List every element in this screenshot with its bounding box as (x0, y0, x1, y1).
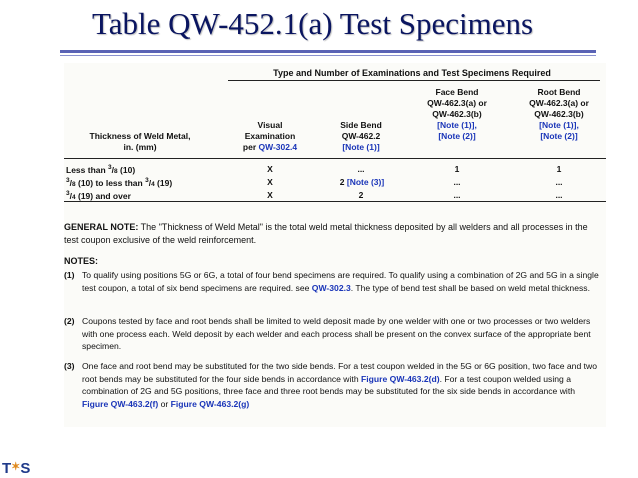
note-number: (3) (64, 361, 75, 371)
logo-letter: T (2, 460, 12, 477)
note-text: . The type of bend test shall be based on weld metal thickness. (350, 282, 590, 293)
thickness-text: (19) (154, 177, 173, 188)
col-header-visual-line2: Examination (244, 131, 296, 141)
note-text: . For a test coupon welded using a combination of 2G and 5G positions, three face and three root bends may be substituted for the six side bends in accordance with (82, 373, 575, 396)
link-note-2[interactable]: [Note (2)] (438, 131, 476, 141)
link-note-1[interactable]: [Note (1)] (342, 142, 380, 152)
col-header-visual-line1: Visual (257, 120, 283, 130)
link-figure-qw-463-2f[interactable]: Figure QW-463.2(f) (82, 398, 159, 409)
side-bend-value: 2 (339, 177, 347, 187)
side-bend-value: ... (357, 164, 365, 174)
divider (64, 158, 606, 159)
face-bend-cell: ... (453, 177, 461, 187)
title-divider (60, 50, 596, 53)
root-bend-cell: 1 (556, 164, 562, 174)
title-divider-thin (60, 55, 596, 56)
link-figure-qw-463-2g[interactable]: Figure QW-463.2(g) (170, 398, 250, 409)
col-header-face-line1: Face Bend (435, 87, 479, 97)
col-header-side-line2: QW-462.2 (341, 131, 381, 141)
note-text: or (158, 398, 171, 409)
col-header-thickness (70, 131, 210, 153)
fraction-denominator: 8 (114, 167, 118, 175)
col-header-root-line1: Root Bend (537, 87, 581, 97)
logo-letter: S (20, 460, 31, 477)
side-bend-cell (326, 190, 396, 200)
general-note-text: The "Thickness of Weld Metal" is the total weld metal thickness deposited by all welders and all processes in the test coupon exclusive of the weld reinforcement. (64, 222, 588, 245)
document-scan (64, 63, 606, 427)
side-bend-value: 2 (358, 190, 364, 200)
general-note (64, 221, 604, 247)
company-logo (2, 460, 30, 477)
visual-cell: X (267, 164, 273, 174)
link-note-1[interactable]: [Note (1)], (437, 120, 477, 130)
fraction-numerator: 3 (66, 177, 70, 184)
divider (64, 201, 606, 202)
col-header-visual (230, 120, 310, 153)
fraction-denominator: 4 (151, 180, 155, 188)
col-header-root-line3: QW-462.3(b) (534, 109, 584, 119)
link-note-1[interactable]: [Note (1)], (539, 120, 579, 130)
col-header-root-bend (514, 87, 604, 142)
note-2 (64, 315, 602, 353)
side-bend-cell (326, 164, 396, 174)
note-number: (1) (64, 270, 75, 280)
general-note-label: GENERAL NOTE: (64, 222, 139, 232)
thickness-text: (10) to less than (75, 177, 146, 188)
slide-title: Table QW-452.1(a) Test Specimens (92, 6, 534, 41)
face-bend-cell: ... (453, 190, 461, 200)
note-1 (64, 269, 602, 294)
fraction-numerator: 3 (108, 164, 112, 171)
col-header-face-line3: QW-462.3(b) (432, 109, 482, 119)
divider (228, 80, 600, 81)
face-bend-cell: 1 (454, 164, 460, 174)
thickness-text: (19) and over (75, 190, 131, 201)
fraction-denominator: 8 (72, 180, 76, 188)
table-row (64, 177, 606, 189)
link-note-3[interactable]: [Note (3)] (346, 177, 385, 187)
col-header-thickness-line1: Thickness of Weld Metal, (89, 131, 191, 141)
thickness-cell: $^3$/8 (10) to less than $^3$/4 (19) (66, 177, 173, 188)
side-bend-cell (322, 177, 402, 187)
note-text: Coupons tested by face and root bends shall be limited to weld deposit made by one welder with one or two processes or two welders with one process each. Weld deposit by each welder and each process shall be present on the convex surface of the appropriate bent specimen. (82, 316, 591, 351)
thickness-cell: $^3$/4 (19) and over (66, 190, 131, 201)
thickness-text: Less than (66, 164, 109, 175)
col-header-face-bend (412, 87, 502, 142)
col-header-visual-line3: per (242, 142, 259, 152)
fraction-numerator: 3 (145, 177, 149, 184)
note-number: (2) (64, 316, 75, 326)
thickness-cell: Less than $^3$/8 (10) (66, 164, 136, 175)
note-3 (64, 360, 602, 410)
fraction-numerator: 3 (66, 190, 70, 197)
logo-star-icon: ✶ (11, 461, 21, 473)
link-note-2[interactable]: [Note (2)] (540, 131, 578, 141)
fraction-denominator: 4 (72, 193, 76, 201)
thickness-text: (10) (117, 164, 136, 175)
col-header-root-line2: QW-462.3(a) or (529, 98, 589, 108)
col-header-face-line2: QW-462.3(a) or (427, 98, 487, 108)
root-bend-cell: ... (555, 190, 563, 200)
visual-cell: X (267, 190, 273, 200)
notes-heading: NOTES: (64, 256, 99, 266)
link-qw-302-3[interactable]: QW-302.3 (311, 282, 351, 293)
visual-cell: X (267, 177, 273, 187)
col-header-side-line1: Side Bend (340, 120, 382, 130)
link-qw-302-4[interactable]: QW-302.4 (258, 142, 298, 152)
table-group-header: Type and Number of Examinations and Test Specimens Required (273, 68, 551, 78)
note-text: To qualify using positions 5G or 6G, a total of four bend specimens are required. To qualify using a combination of 2G and 5G in a single test coupon, a total of six bend specimens are required. see (82, 270, 599, 293)
note-text: One face and root bend may be substituted for the two side bends. For a test coupon welded in the 5G or 6G position, two face and two root bends may be substituted for the four side bends in accordance with (82, 361, 597, 384)
col-header-side-bend (326, 120, 396, 153)
table-row (64, 164, 606, 176)
root-bend-cell: ... (555, 177, 563, 187)
link-figure-qw-463-2d[interactable]: Figure QW-463.2(d) (360, 373, 440, 384)
col-header-thickness-line2: in. (mm) (123, 142, 157, 152)
